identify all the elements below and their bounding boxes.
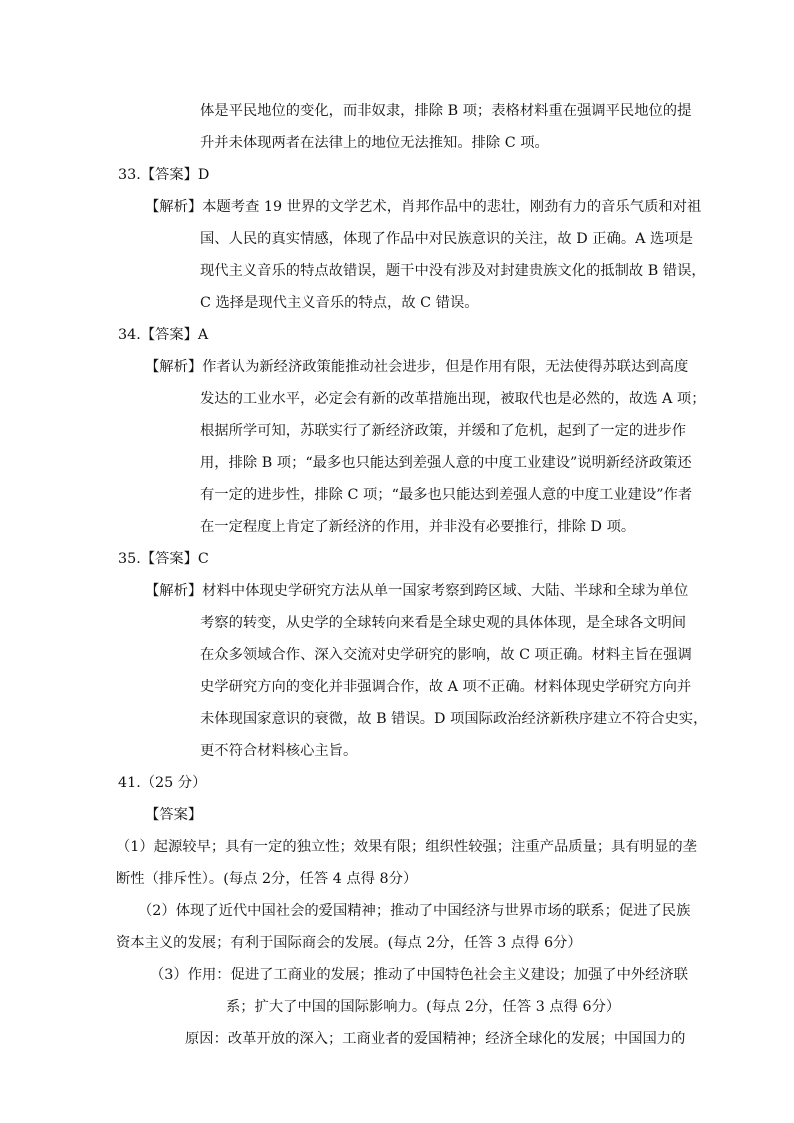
question-34-answer: 34.【答案】A: [118, 327, 209, 343]
question-35-analysis-line-6: 更不符合材料核心主旨。: [200, 743, 358, 759]
answer-part-1-line-2: 断性（排斥性）。(每点 2分，任答 4 点得 8分）: [116, 871, 418, 887]
question-41-answer-label: 【答案】: [145, 807, 203, 823]
question-33-answer: 33.【答案】D: [118, 167, 210, 183]
question-41-heading: 41.（25 分）: [118, 775, 207, 791]
question-33-analysis-line-4: C 选择是现代主义音乐的特点，故 C 错误。: [200, 295, 479, 311]
answer-part-1-line-1: （1）起源较早；具有一定的独立性；效果有限；组织性较强；注重产品质量；具有明显的垄: [116, 839, 697, 855]
question-34-analysis-line-4: 用，排除 B 项；“最多也只能达到差强人意的中度工业建设”说明新经济政策还: [200, 455, 692, 471]
question-34-analysis-line-1: 【解析】作者认为新经济政策能推动社会进步，但是作用有限，无法使得苏联达到高度: [145, 359, 689, 375]
question-33-analysis-line-1: 【解析】本题考查 19 世界的文学艺术，肖邦作品中的悲壮，刚劲有力的音乐气质和对祖: [145, 199, 702, 215]
question-35-analysis-line-1: 【解析】材料中体现史学研究方法从单一国家考察到跨区域、大陆、半球和全球为单位: [145, 583, 689, 599]
answer-part-2-line-1: （2）体现了近代中国社会的爱国精神；推动了中国经济与世界市场的联系；促进了民族: [138, 903, 691, 919]
question-34-analysis-line-3: 根据所学可知，苏联实行了新经济政策，并缓和了危机，起到了一定的进步作: [200, 423, 687, 439]
question-34-analysis-line-2: 发达的工业水平，必定会有新的改革措施出现，被取代也是必然的，故选 A 项；: [200, 391, 706, 407]
question-35-analysis-line-4: 史学研究方向的变化并非强调合作，故 A 项不正确。材料体现史学研究方向并: [200, 679, 692, 695]
question-35-analysis-line-3: 在众多领域合作、深入交流对史学研究的影响，故 C 项正确。材料主旨在强调: [200, 647, 692, 663]
text-line-2: 升并未体现两者在法律上的地位无法推知。排除 C 项。: [200, 135, 549, 151]
question-33-analysis-line-3: 现代主义音乐的特点故错误，题干中没有涉及对封建贵族文化的抵制故 B 错误，: [200, 263, 706, 279]
question-33-analysis-line-2: 国、人民的真实情感，体现了作品中对民族意识的关注，故 D 正确。A 选项是: [200, 231, 693, 247]
question-34-analysis-line-5: 有一定的进步性，排除 C 项；“最多也只能达到差强人意的中度工业建设”作者: [200, 487, 693, 503]
answer-part-3-line-2: 系；扩大了中国的国际影响力。(每点 2分，任答 3 点得 6分）: [226, 999, 621, 1015]
question-35-answer: 35.【答案】C: [118, 551, 209, 567]
answer-part-3-line-1: （3）作用：促进了工商业的发展；推动了中国特色社会主义建设；加强了中外经济联: [150, 967, 689, 983]
question-35-analysis-line-5: 未体现国家意识的衰微，故 B 错误。D 项国际政治经济新秩序建立不符合史实，: [200, 711, 708, 727]
answer-part-2-line-2: 资本主义的发展；有利于国际商会的发展。(每点 2分，任答 3 点得 6分）: [116, 935, 582, 951]
question-34-analysis-line-6: 在一定程度上肯定了新经济的作用，并非没有必要推行，排除 D 项。: [200, 519, 636, 535]
question-35-analysis-line-2: 考察的转变，从史学的全球转向来看是全球史观的具体体现，是全球各文明间: [200, 615, 687, 631]
answer-part-3-reasons-line: 原因：改革开放的深入；工商业者的爱国精神；经济全球化的发展；中国国力的: [185, 1031, 686, 1047]
text-line-1: 体是平民地位的变化，而非奴隶，排除 B 项；表格材料重在强调平民地位的提: [200, 103, 692, 119]
